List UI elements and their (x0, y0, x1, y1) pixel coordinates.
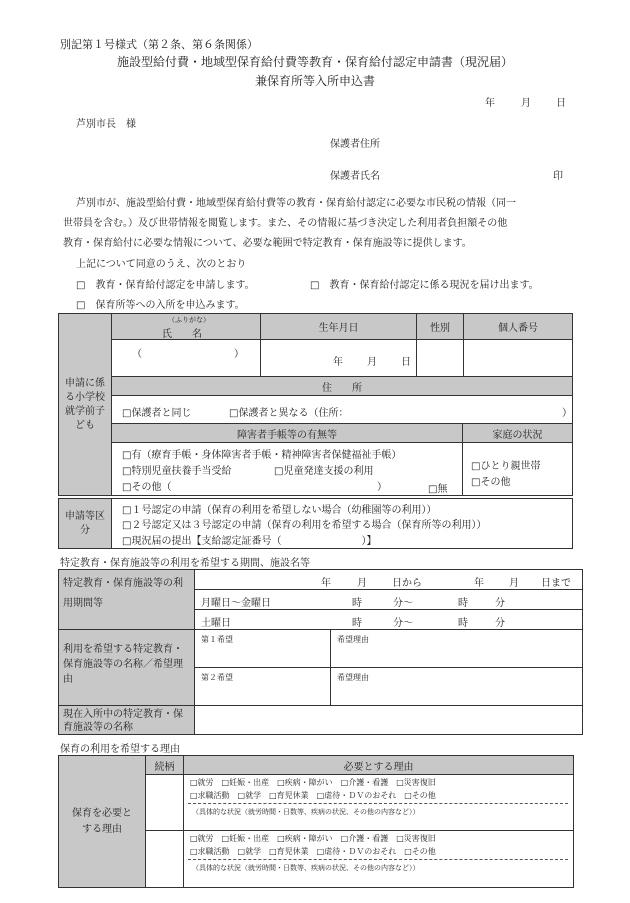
birth-header: 生年月日 (260, 313, 417, 340)
divider (188, 859, 568, 860)
disability-cell (111, 442, 463, 496)
saturday-from-min: 分～ (393, 618, 413, 629)
consent-text-3: 教育・保育給付に必要な情報について、必要な範囲で特定教育・保育施設等に提供します。 (63, 238, 472, 249)
option-report[interactable]: □ 教育・保育給付認定に係る現況を届け出ます。 (310, 280, 539, 291)
furigana-label: （ふりがな） (168, 316, 210, 324)
date-day: 日 (556, 98, 566, 109)
application-type-cell (111, 498, 573, 549)
child-sex-field[interactable] (416, 339, 464, 377)
period-to-day: 日まで (541, 578, 571, 589)
family-cell (462, 442, 573, 496)
child-name-field[interactable] (111, 339, 261, 377)
form-reference: 別記第１号様式（第２条、第６条関係） (60, 38, 258, 51)
relation-header: 続柄 (145, 755, 184, 775)
child-address-row (111, 395, 573, 424)
period-from-year: 年 (321, 578, 331, 589)
reason-header: 必要とする理由 (183, 755, 574, 775)
reason-options-line1[interactable]: □就労 □妊娠・出産 □疾病・障がい □介護・看護 □災害復旧 (190, 834, 436, 843)
addr-same-checkbox[interactable]: □保護者と同じ (122, 408, 192, 419)
relation-field-1[interactable] (145, 774, 184, 831)
form-subtitle: 兼保育所等入所申込書 (254, 74, 375, 88)
date-month: 月 (521, 98, 531, 109)
id-header: 個人番号 (463, 313, 573, 340)
first-reason-label: 希望理由 (337, 635, 369, 644)
saturday-label: 土曜日 (201, 618, 231, 629)
disability-none-checkbox[interactable]: □無 (428, 484, 448, 495)
period-from-month: 月 (357, 578, 367, 589)
child-birth-field[interactable] (260, 339, 417, 377)
family-other-checkbox[interactable]: □その他 (471, 477, 511, 488)
type1-checkbox[interactable]: □１号認定の申請（保育の利用を希望しない場合（幼稚園等の利用）） (122, 505, 437, 516)
name-header-cell (111, 313, 261, 340)
name-header: 氏 名 (162, 329, 202, 340)
reason-section-title: 保育の利用を希望する理由 (60, 744, 180, 755)
period-to-month: 月 (509, 578, 519, 589)
paren-close: ） (234, 349, 244, 360)
first-choice-label: 第１希望 (201, 635, 233, 644)
disability-header: 障害者手帳等の有無等 (111, 423, 463, 443)
addr-close-paren: ） (562, 408, 572, 419)
disability-other-close: ） (377, 482, 387, 493)
second-reason-label: 希望理由 (337, 673, 369, 682)
reason-label: 保育を必要とする理由 (58, 755, 146, 888)
guardian-address-label: 保護者住所 (330, 139, 380, 150)
reason-detail-label: （具体的な状況（就労時間・日数等、疾病の状況、その他の内容など）） (192, 808, 420, 816)
weekday-label: 月曜日～金曜日 (201, 598, 271, 609)
reason-block-1 (183, 774, 574, 831)
second-choice-cell[interactable] (194, 667, 331, 706)
second-choice-label: 第２希望 (201, 673, 233, 682)
paren-open: （ (132, 349, 142, 360)
disability-other-checkbox[interactable]: □その他（ (122, 482, 172, 493)
saturday-from-hour: 時 (352, 618, 362, 629)
option-apply[interactable]: □ 教育・保育給付認定を申請します。 (76, 280, 255, 291)
consent-text-2: 世帯員を含む。）及び世帯情報を閲覧します。また、その情報に基づき決定した利用者負担額その他 (63, 218, 508, 229)
consent-text-4: 上記について同意のうえ、次のとおり (76, 259, 247, 270)
birth-day: 日 (401, 357, 411, 368)
status-report-checkbox[interactable]: □現況届の提出【支給認定証番号（ ）】 (122, 536, 377, 547)
current-facility-label: 現在入所中の特定教育・保育施設等の名称 (58, 705, 195, 735)
address-header: 住 所 (111, 376, 573, 396)
first-choice-cell[interactable] (194, 629, 331, 668)
divider (188, 803, 568, 804)
weekday-to-hour: 時 (458, 598, 468, 609)
weekday-row[interactable] (194, 589, 583, 610)
family-header: 家庭の状況 (462, 423, 573, 443)
type23-checkbox[interactable]: □２号認定又は３号認定の申請（保育の利用を希望する場合（保育所等の利用）） (122, 520, 487, 531)
period-from-day: 日から (392, 578, 422, 589)
saturday-to-min: 分 (495, 618, 505, 629)
date-year: 年 (485, 98, 495, 109)
period-label: 特定教育・保育施設等の利用期間等 (58, 569, 195, 630)
first-reason-cell[interactable] (330, 629, 583, 668)
guardian-name-label: 保護者氏名 (330, 171, 380, 182)
development-support-checkbox[interactable]: □児童発達支援の利用 (274, 466, 374, 477)
application-type-label: 申請等区分 (58, 498, 112, 549)
addressee: 芦別市長 様 (76, 119, 136, 130)
addr-diff-checkbox[interactable]: □保護者と異なる（住所： (229, 408, 349, 419)
period-dates-row[interactable] (194, 569, 583, 590)
special-allowance-checkbox[interactable]: □特別児童扶養手当受給 (122, 466, 232, 477)
current-facility-field[interactable] (194, 705, 583, 735)
weekday-to-min: 分 (495, 598, 505, 609)
period-section-title: 特定教育・保育施設等の利用を希望する期間、施設名等 (60, 558, 310, 569)
reason-detail-label: （具体的な状況（就労時間・日数等、疾病の状況、その他の内容など）） (192, 864, 420, 872)
single-parent-checkbox[interactable]: □ひとり親世帯 (471, 461, 541, 472)
seal-mark: 印 (553, 171, 563, 182)
child-id-field[interactable] (463, 339, 573, 377)
reason-block-2 (183, 830, 574, 888)
saturday-to-hour: 時 (458, 618, 468, 629)
reason-options-line2[interactable]: □求職活動 □就学 □育児休業 □虐待・ＤＶのおそれ □その他 (190, 847, 436, 856)
form-title: 施設型給付費・地域型保育給付費等教育・保育給付認定申請書（現況届） (116, 55, 513, 69)
birth-month: 月 (367, 357, 377, 368)
option-enroll[interactable]: □ 保育所等への入所を申込みます。 (76, 300, 245, 311)
relation-field-2[interactable] (145, 830, 184, 888)
saturday-row[interactable] (194, 609, 583, 630)
child-section-label: 申請に係る小学校就学前子ども (58, 313, 112, 496)
birth-year: 年 (333, 357, 343, 368)
sex-header: 性別 (416, 313, 464, 340)
consent-text-1: 芦別市が、施設型給付費・地域型保育給付費等の教育・保育給付認定に必要な市民税の情報（同一 (76, 198, 516, 209)
second-reason-cell[interactable] (330, 667, 583, 706)
period-to-year: 年 (474, 578, 484, 589)
disability-yes-checkbox[interactable]: □有（療育手帳・身体障害者手帳・精神障害者保健福祉手帳） (122, 450, 402, 461)
reason-options-line2[interactable]: □求職活動 □就学 □育児休業 □虐待・ＤＶのおそれ □その他 (190, 791, 436, 800)
weekday-from-hour: 時 (352, 598, 362, 609)
reason-options-line1[interactable]: □就労 □妊娠・出産 □疾病・障がい □介護・看護 □災害復旧 (190, 778, 436, 787)
preference-label: 利用を希望する特定教育・保育施設等の名称／希望理由 (58, 629, 195, 706)
weekday-from-min: 分～ (393, 598, 413, 609)
